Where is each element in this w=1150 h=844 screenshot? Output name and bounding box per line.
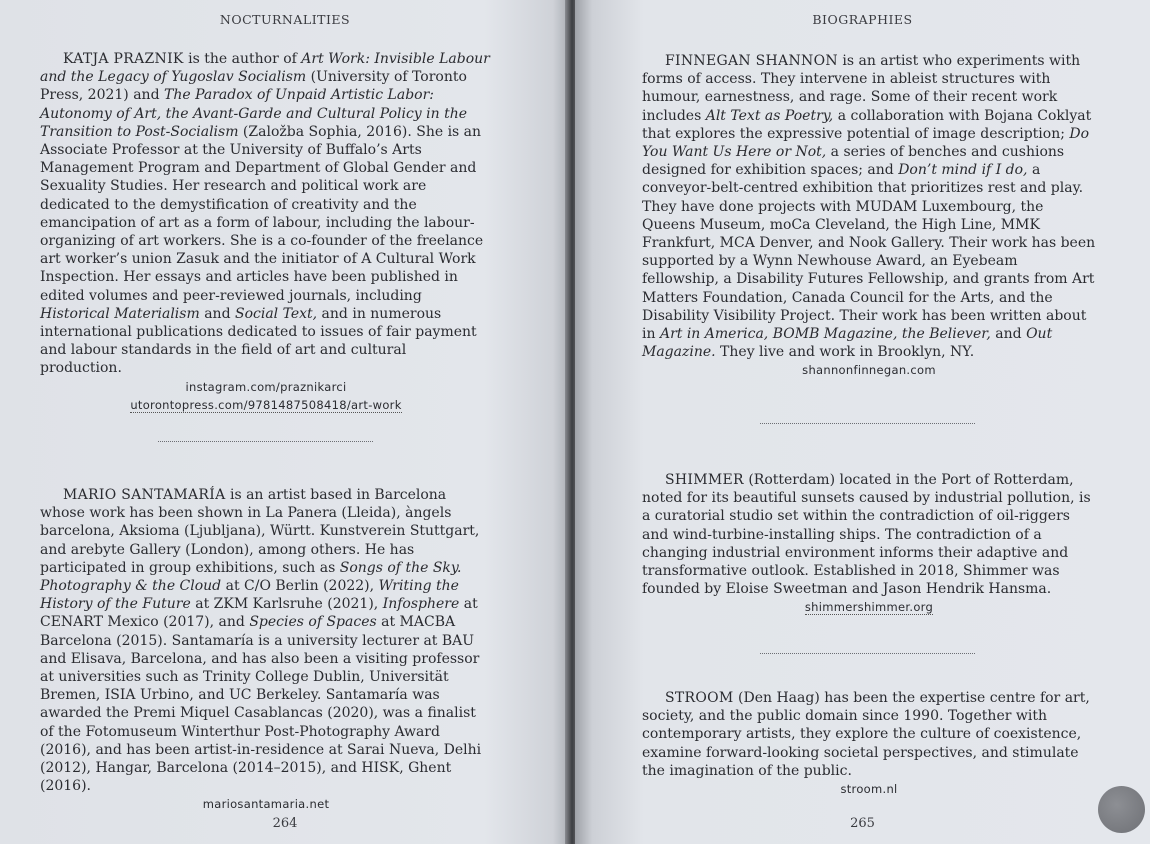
running-head: BIOGRAPHIES <box>812 12 913 27</box>
bio-text-segment: a series of benches and cushions designed for exhibition spaces; and <box>642 144 1065 179</box>
section-divider <box>760 653 975 654</box>
bio-name: FINNEGAN SHANNON <box>665 53 838 69</box>
bio-text-segment: at MACBA Barcelona (2015). Santamaría is a university lecturer at BAU and Elisava, Barcelona, and has also been a visiting professor at universities such as Trinity College Dublin, Universität Bremen, ISIA Urbino, and UC Berkeley. Santamaría was awarded the Premi Miquel Casablancas (2020), was a finalist of the Fotomuseum Winterthur Post-Photography Award (2016), and has been artist-in-residence at Sarai Nueva, Delhi (2012), Hangar, Barcelona (2014–2015), and HISK, Ghent (2016). <box>40 614 482 795</box>
website-link[interactable]: stroom.nl <box>840 782 898 797</box>
bio-name: KATJA PRAZNIK <box>63 51 184 67</box>
publisher-link-text[interactable]: utorontopress.com/9781487508418/art-work <box>130 397 402 412</box>
bio-text-segment: and in numerous international publications dedicated to issues of fair payment and labour standards in the field of art and cultural production. <box>40 305 477 377</box>
page-number: 265 <box>850 816 875 831</box>
bio-shimmer <box>642 471 1096 616</box>
website-link-text[interactable]: shimmershimmer.org <box>804 600 934 615</box>
work-title: Don’t mind if I do, <box>898 162 1028 179</box>
work-title: Do You Want Us Here or Not, <box>642 125 1090 161</box>
website-link[interactable]: shannonfinnegan.com <box>802 363 936 378</box>
bio-text-segment: is an artist who experiments with forms of access. They intervene in ableist structures with humour, earnestness, and rage. Some of their recent work includes <box>642 53 1081 124</box>
website-link[interactable]: mariosantamaria.net <box>202 797 330 812</box>
exhibition-title: Songs of the Sky. Photography & the Cloud <box>40 559 462 595</box>
bio-name: STROOM <box>665 690 734 706</box>
bio-text-segment: (University of Toronto Press, 2021) and <box>40 69 467 104</box>
bio-text-segment: is the author of <box>183 51 302 67</box>
publication-title: Out Magazine. <box>642 326 1053 361</box>
bio-text-segment: a collaboration with Bojana Coklyat that explores the expressive potential of image description; <box>642 107 1092 142</box>
bio-text <box>40 486 492 795</box>
website-link[interactable] <box>642 598 1096 616</box>
section-divider <box>760 423 975 424</box>
bio-text-segment: (Založba Sophia, 2016). She is an Associate Professor at the University of Buffalo’s Arts Management Program and Department of Global Gender and Sexuality Studies. Her research and political work are dedicated to the demystification of creativity and the emancipation of art as a form of labour, including the labour-organizing of art workers. She is a co-founder of the freelance art worker’s union Zasuk and the initiator of A Cultural Work Inspection. Her essays and articles have been published in edited volumes and peer-reviewed journals, including <box>40 123 484 304</box>
work-title: Alt Text as Poetry, <box>705 107 834 124</box>
book-title: Art Work: Invisible Labour and the Legacy of Yugoslav Socialism <box>40 51 490 86</box>
instagram-link[interactable]: instagram.com/praznikarci <box>185 379 347 394</box>
bio-text-segment: They live and work in Brooklyn, NY. <box>715 344 975 361</box>
bio-text-segment: a conveyor-belt-centred exhibition that prioritizes rest and play. They have done projects with MUDAM Luxembourg, the Queens Museum, moCa Cleveland, the High Line, MMK Frankfurt, MCA Denver, and Nook Gallery. Their work has been supported by a Wynn Newhouse Award, an Eyebeam fellowship, a Disability Futures Fellowship, and grants from Art Matters Foundation, Canada Council for the Arts, and the Disability Visibility Project. Their work has been written about in <box>642 162 1096 343</box>
left-page <box>0 0 570 844</box>
publication-title: Art in America, BOMB Magazine, the Believer, <box>659 326 991 343</box>
bio-text <box>40 50 492 378</box>
round-sticker <box>1098 786 1145 833</box>
bio-text-segment: at ZKM Karlsruhe (2021), <box>190 596 383 613</box>
exhibition-title: Writing the History of the Future <box>40 578 459 613</box>
publisher-link[interactable] <box>40 396 492 414</box>
bio-name: SHIMMER <box>665 472 744 488</box>
bio-text-segment: (Rotterdam) located in the Port of Rotterdam, noted for its beautiful sunsets caused by industrial pollution, is a curatorial studio set within the contradiction of oil-riggers and wind-turbine-installing ships. The contradiction of a changing industrial environment informs their adaptive and transformative outlook. Established in 2018, Shimmer was founded by Eloise Sweetman and Jason Hendrik Hansma. <box>642 472 1091 598</box>
book-title: The Paradox of Unpaid Artistic Labor: Autonomy of Art, the Avant-Garde and Cultural Policy in the Transition to Post-Socialism <box>40 87 468 140</box>
bio-text <box>642 471 1096 598</box>
bio-mario-santamaria <box>40 486 492 813</box>
bio-text-segment: at CENART Mexico (2017), and <box>40 596 478 631</box>
bio-text-segment: (Den Haag) has been the expertise centre for art, society, and the public domain since 1990. Together with contemporary artists, they explore the culture of coexistence, examine forward-looking societal perspectives, and stimulate the imagination of the public. <box>642 690 1090 779</box>
bio-katja-praznik <box>40 50 492 414</box>
running-head: NOCTURNALITIES <box>219 12 351 27</box>
page-number: 264 <box>272 816 298 831</box>
journal-title: Historical Materialism <box>40 305 200 322</box>
bio-text <box>642 52 1096 361</box>
bio-name: MARIO SANTAMARÍA <box>63 487 226 503</box>
bio-text-segment: and <box>199 305 235 322</box>
section-divider <box>158 441 373 442</box>
bio-finnegan-shannon <box>642 52 1096 379</box>
bio-stroom <box>642 689 1096 798</box>
exhibition-title: Infosphere <box>382 596 460 613</box>
journal-title: Social Text, <box>234 305 318 322</box>
exhibition-title: Species of Spaces <box>249 614 377 631</box>
bio-text-segment: is an artist based in Barcelona whose work has been shown in La Panera (Lleida), àngels barcelona, Aksioma (Ljubljana), Württ. Kunstverein Stuttgart, and arebyte Gallery (London), among others. He has participated in group exhibitions, such as <box>40 487 480 576</box>
bio-text <box>642 689 1096 780</box>
bio-text-segment: at C/O Berlin (2022), <box>221 578 379 595</box>
right-page <box>575 0 1150 844</box>
bio-text-segment: and <box>990 326 1027 343</box>
